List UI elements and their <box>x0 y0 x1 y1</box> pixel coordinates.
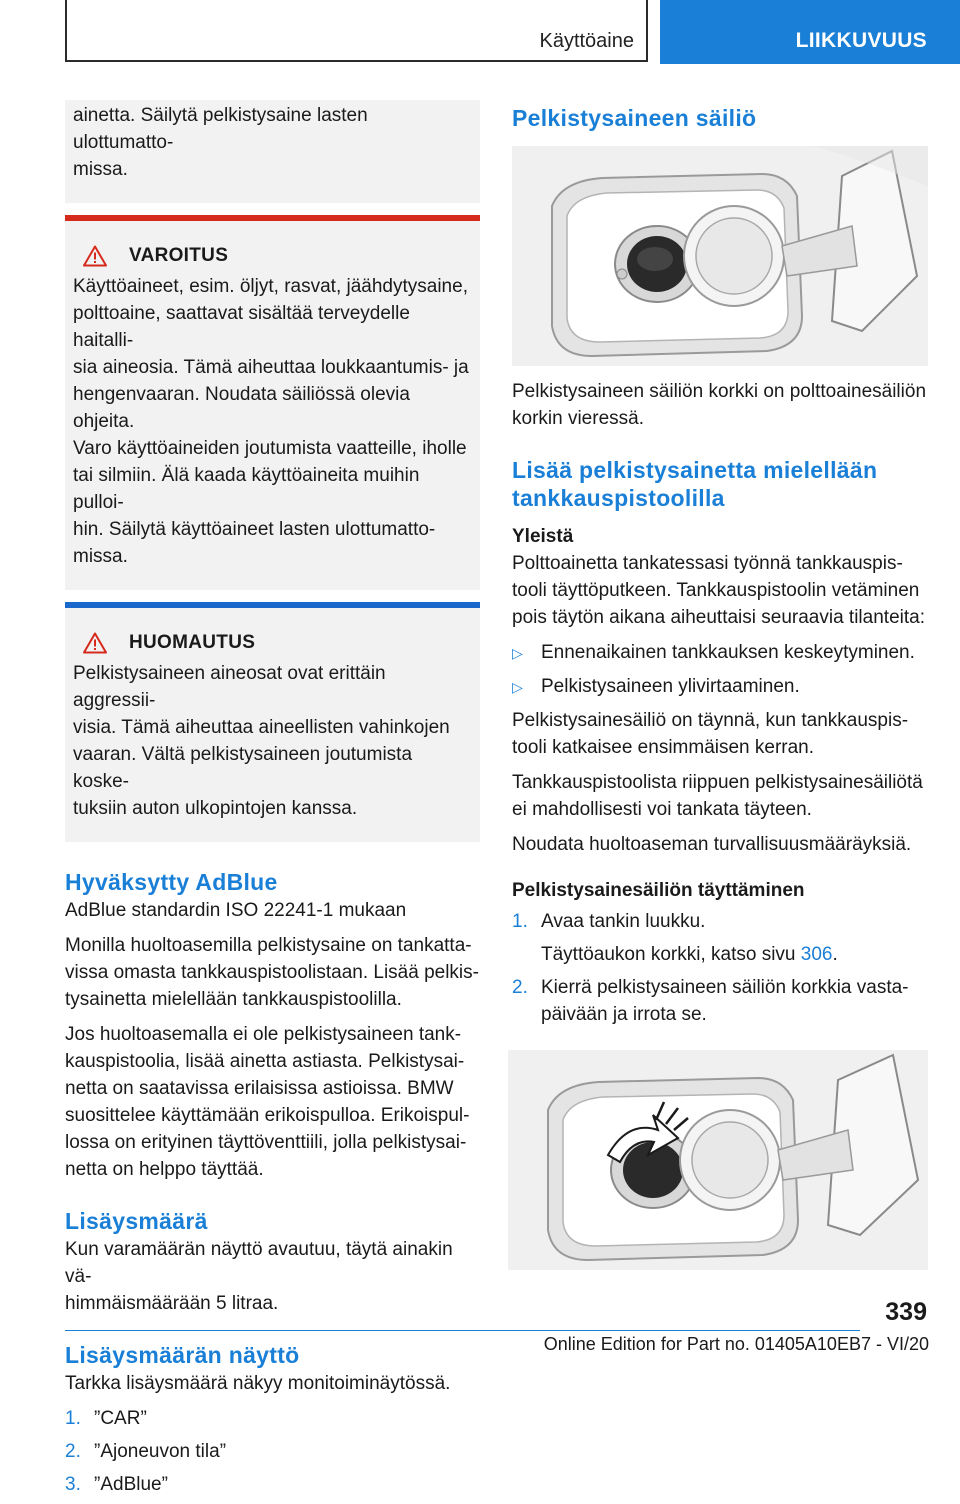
left-column <box>65 100 480 1504</box>
nozzle-p2-line: Pelkistysainesäiliö on täynnä, kun tankkauspis- <box>512 710 909 731</box>
nozzle-heading: tankkauspistoolilla <box>512 485 725 511</box>
list-item: 3. ”AdBlue” <box>65 1474 168 1495</box>
display-text: Tarkka lisäysmäärä näkyy monitoiminäytössä. <box>65 1373 451 1394</box>
nozzle-p3-line: ei mahdollisesti voi tankata täyteen. <box>512 799 812 820</box>
approved-p1-line: vissa omasta tankkauspistoolistaan. Lisää pelkis- <box>65 962 479 983</box>
edition-info: Online Edition for Part no. 01405A10EB7 - VI/20 <box>543 1334 929 1354</box>
triangle-bullet-icon: ▷ <box>512 645 523 661</box>
list-item: 1. Avaa tankin luukku. Täyttöaukon korkki, katso sivu 306. <box>512 911 838 965</box>
approved-p2-line: Jos huoltoasemalla ei ole pelkistysaineen tank- <box>65 1024 462 1045</box>
warning-line: missa. <box>73 546 128 567</box>
note-line: Pelkistysaineen aineosat ovat erittäin aggressii- <box>73 663 386 711</box>
amount-line: Kun varamäärän näyttö avautuu, täytä ainakin vä- <box>65 1239 453 1287</box>
display-heading: Lisäysmäärän näyttö <box>65 1342 300 1368</box>
chapter-title: LIIKKUVUUS <box>795 29 927 52</box>
page-number: 339 <box>885 1298 927 1326</box>
nozzle-p1-line: pois täytön aikana aiheuttaisi seuraavia tilanteita: <box>512 607 925 628</box>
fill-steps <box>512 908 928 1028</box>
nozzle-heading: Lisää pelkistysainetta mielellään <box>512 457 878 483</box>
note-box <box>65 602 480 842</box>
display-section <box>65 1341 480 1498</box>
list-item: 2. Kierrä pelkistysaineen säiliön korkkia vasta- päivään ja irrota se. <box>512 977 909 1025</box>
warning-line: sia aineosia. Tämä aiheuttaa loukkaantumis- ja <box>73 357 469 378</box>
warning-line: hengenvaaran. Noudata säiliössä olevia ohjeita. <box>73 384 410 432</box>
warning-triangle-icon <box>83 632 107 654</box>
note-line: visia. Tämä aiheuttaa aineellisten vahinkojen <box>73 717 450 738</box>
note-heading <box>73 628 472 658</box>
fuel-flap-image <box>512 146 928 366</box>
amount-section <box>65 1207 480 1317</box>
amount-heading: Lisäysmäärä <box>65 1208 208 1234</box>
list-item: 1. ”CAR” <box>65 1408 147 1429</box>
warning-line: tai silmiin. Älä kaada käyttöaineita muihin pulloi- <box>73 465 420 513</box>
tank-caption-line: Pelkistysaineen säiliön korkki on polttoainesäiliön <box>512 381 927 402</box>
note-title: HUOMAUTUS <box>129 632 256 653</box>
approved-heading: Hyväksytty AdBlue <box>65 869 278 895</box>
warning-line: polttoaine, saattavat sisältää terveydelle haitalli- <box>73 303 410 351</box>
nozzle-p4: Noudata huoltoaseman turvallisuusmääräyksiä. <box>512 834 912 855</box>
warning-line: hin. Säilytä käyttöaineet lasten ulottumatto- <box>73 519 436 540</box>
tank-heading: Pelkistysaineen säiliö <box>512 105 757 131</box>
tank-caption-line: korkin vieressä. <box>512 408 644 429</box>
approved-section <box>65 868 480 1183</box>
approved-p2-line: netta on helppo täyttää. <box>65 1159 264 1180</box>
chapter-tab <box>660 0 960 64</box>
warning-triangle-icon <box>83 245 107 267</box>
amount-line: himmäismäärään 5 litraa. <box>65 1293 279 1314</box>
note-line: tuksiin auton ulkopintojen kanssa. <box>73 798 358 819</box>
note-line: vaaran. Vältä pelkistysaineen joutumista koske- <box>73 744 413 792</box>
triangle-bullet-icon: ▷ <box>512 679 523 695</box>
approved-p2-line: kauspistoolia, lisää ainetta astiasta. Pelkistysai- <box>65 1051 465 1072</box>
nozzle-p3-line: Tankkauspistoolista riippuen pelkistysainesäiliötä <box>512 772 923 793</box>
intro-line: missa. <box>73 159 128 180</box>
page-header <box>0 0 960 66</box>
warning-line: Varo käyttöaineiden joutumista vaatteille, iholle <box>73 438 467 459</box>
approved-p1-line: Monilla huoltoasemilla pelkistysaine on tankatta- <box>65 935 472 956</box>
display-steps <box>65 1405 480 1498</box>
intro-line: ainetta. Säilytä pelkistysaine lasten ulottumatto- <box>73 105 368 153</box>
approved-p2-line: lossa on erityinen täyttöventtiili, jolla pelkistysai- <box>65 1132 467 1153</box>
approved-subtitle: AdBlue standardin ISO 22241-1 mukaan <box>65 900 407 921</box>
list-item: ▷ Ennenaikainen tankkauksen keskeytyminen. <box>512 639 928 667</box>
section-title: Käyttöaine <box>539 30 634 52</box>
general-heading: Yleistä <box>512 526 574 547</box>
warning-heading <box>73 241 472 271</box>
nozzle-bullets <box>512 639 928 701</box>
page-link[interactable]: 306 <box>800 944 833 965</box>
nozzle-section <box>512 456 928 1028</box>
footer-divider <box>65 1330 860 1331</box>
nozzle-p2-line: tooli katkaisee ensimmäisen kerran. <box>512 737 815 758</box>
right-column <box>512 100 928 1034</box>
list-item: 2. ”Ajoneuvon tila” <box>65 1441 227 1462</box>
fill-heading: Pelkistysainesäiliön täyttäminen <box>512 880 805 901</box>
cap-removal-illustration <box>508 1050 928 1270</box>
list-item: ▷ Pelkistysaineen ylivirtaaminen. <box>512 673 928 701</box>
nozzle-p1-line: Polttoainetta tankatessasi työnnä tankkauspis- <box>512 553 903 574</box>
intro-box <box>65 100 480 203</box>
nozzle-p1-line: tooli täyttöputkeen. Tankkauspistoolin vetäminen <box>512 580 920 601</box>
warning-line: Käyttöaineet, esim. öljyt, rasvat, jäähdytysaine, <box>73 276 468 297</box>
section-tab <box>65 0 648 62</box>
warning-title: VAROITUS <box>129 245 229 266</box>
approved-p1-line: tysainetta mielellään tankkauspistoolilla. <box>65 989 402 1010</box>
warning-box <box>65 215 480 590</box>
approved-p2-line: netta on saatavissa erilaisissa astioissa. BMW <box>65 1078 454 1099</box>
approved-p2-line: suosittelee käyttämään erikoispulloa. Erikoispul- <box>65 1105 470 1126</box>
cap-removal-image <box>508 1050 928 1270</box>
tank-cap-illustration <box>512 146 928 366</box>
